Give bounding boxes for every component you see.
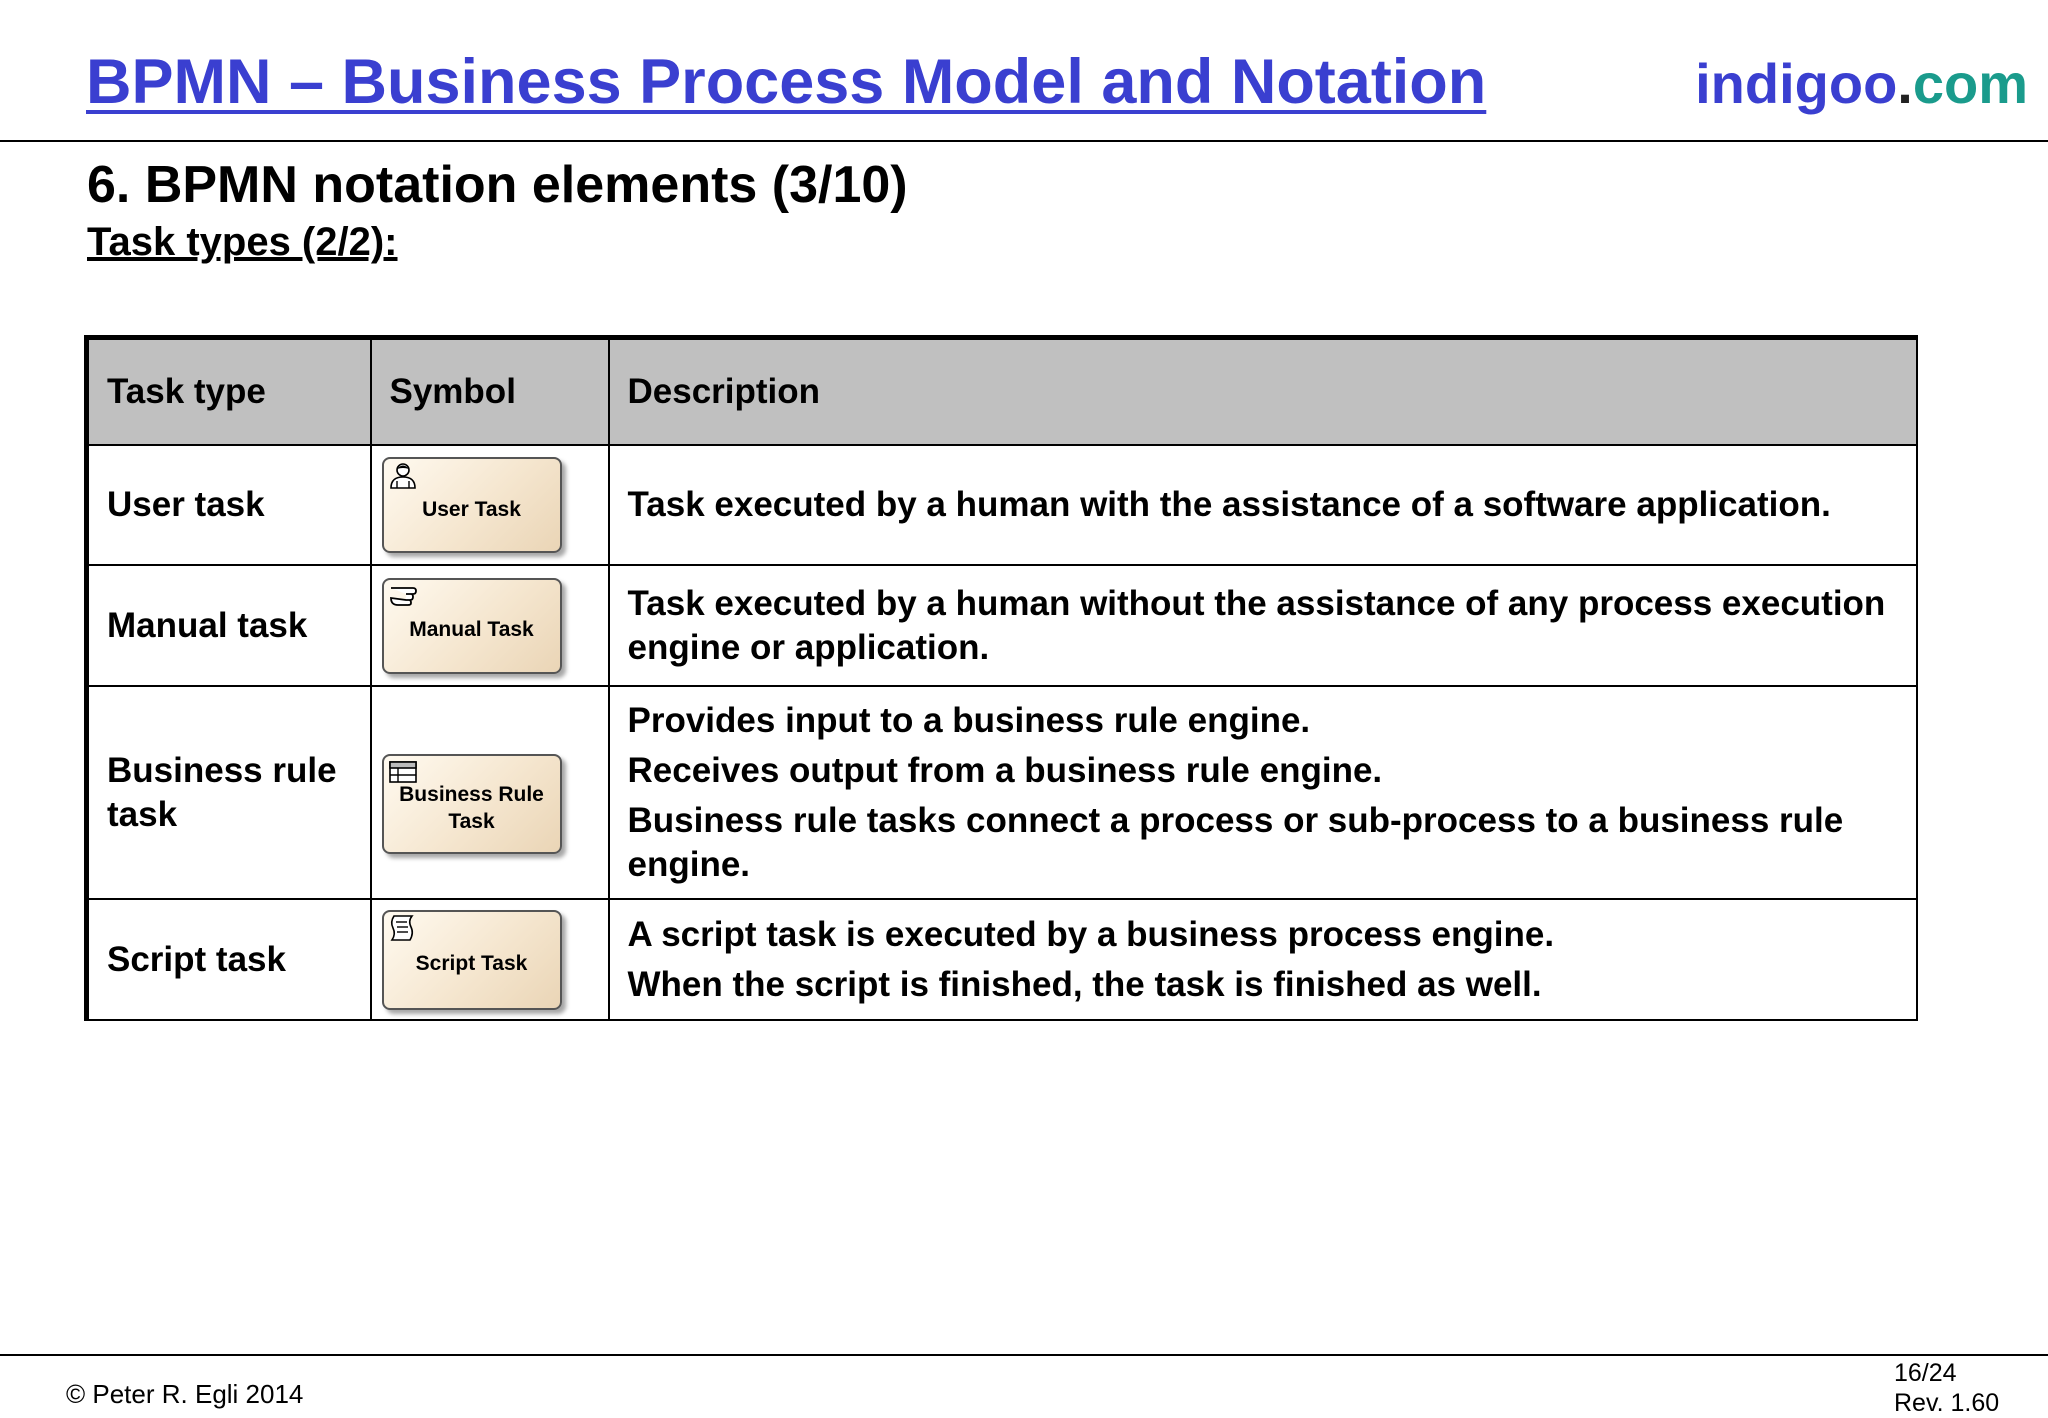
hand-icon <box>388 582 418 610</box>
description-line: Task executed by a human with the assistance of a software application. <box>627 485 1831 524</box>
table-icon <box>388 758 418 786</box>
table-row-script-task <box>87 899 1918 1020</box>
description-cell <box>609 565 1918 686</box>
description-cell <box>609 899 1918 1020</box>
table-row-user-task <box>87 445 1918 565</box>
table-header-row <box>87 338 1918 446</box>
task-type-cell: Manual task <box>87 565 371 686</box>
symbol-cell <box>371 899 609 1020</box>
section-heading: 6. BPMN notation elements (3/10) <box>87 156 908 214</box>
symbol-cell <box>371 686 609 899</box>
table-row-business-rule-task <box>87 686 1918 899</box>
column-header-task-type: Task type <box>87 338 371 446</box>
description-line: Task executed by a human without the assistance of any process execution engine or application. <box>627 583 1886 667</box>
page-number: 16/24 <box>1894 1359 1957 1387</box>
slide-title: BPMN – Business Process Model and Notation <box>86 47 1487 117</box>
user-icon <box>388 461 418 489</box>
description-line: When the script is finished, the task is finished as well. <box>627 964 1542 1004</box>
description-line: Provides input to a business rule engine. <box>627 700 1311 740</box>
symbol-cell <box>371 565 609 686</box>
section-subheading: Task types (2/2): <box>87 220 398 264</box>
header-divider <box>0 140 2048 142</box>
task-type-cell: Business rule task <box>87 686 371 899</box>
task-type-cell: User task <box>87 445 371 565</box>
column-header-description: Description <box>609 338 1918 446</box>
table-row-manual-task <box>87 565 1918 686</box>
column-header-symbol: Symbol <box>371 338 609 446</box>
description-line: Receives output from a business rule engine. <box>627 750 1383 790</box>
copyright-text: © Peter R. Egli 2014 <box>66 1379 304 1409</box>
script-task-symbol: Script Task <box>382 910 562 1010</box>
task-type-cell: Script task <box>87 899 371 1020</box>
user-task-symbol: User Task <box>382 457 562 553</box>
footer-divider <box>0 1354 2048 1356</box>
symbol-cell <box>371 445 609 565</box>
manual-task-symbol: Manual Task <box>382 578 562 674</box>
brand-logo: indigoo.com <box>1695 52 2028 115</box>
description-cell <box>609 445 1918 565</box>
revision-label: Rev. 1.60 <box>1894 1389 2000 1417</box>
description-line: Business rule tasks connect a process or sub-process to a business rule engine. <box>627 800 1844 884</box>
task-types-table <box>84 335 1918 1021</box>
script-icon <box>388 914 418 942</box>
description-cell <box>609 686 1918 899</box>
description-line: A script task is executed by a business process engine. <box>627 914 1555 954</box>
business-rule-task-symbol: Business Rule Task <box>382 754 562 854</box>
